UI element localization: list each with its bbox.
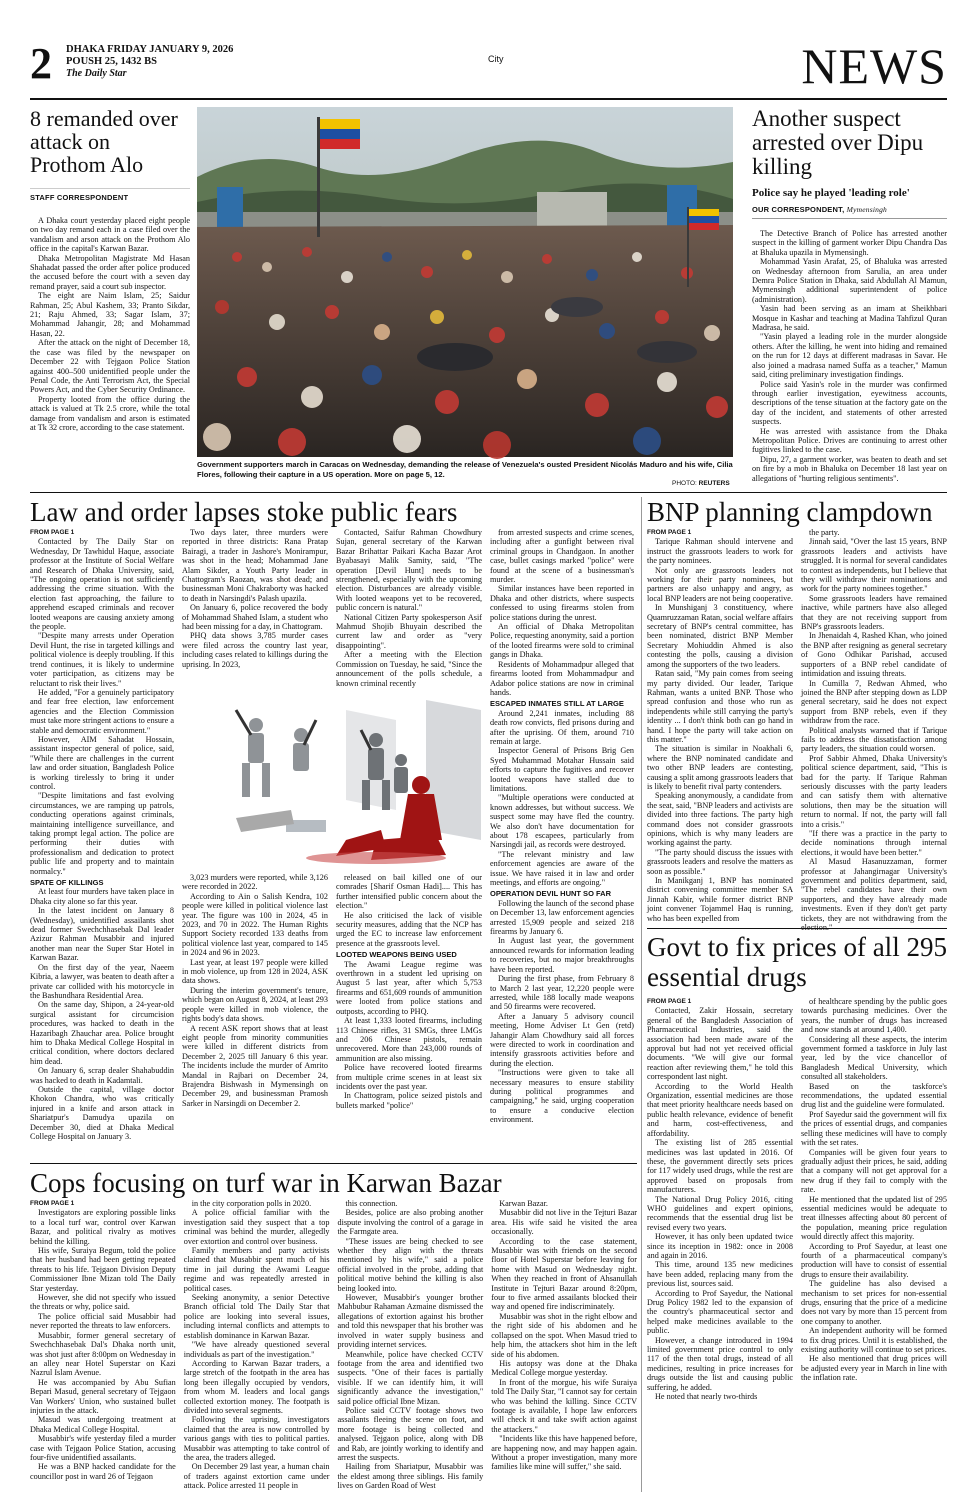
byline-location: Mymensingh [846, 205, 887, 214]
paragraph: of healthcare spending by the public goes towards purchasing medicines. Over the years, the number of drugs has increased and now stands at around 1,400. [801, 997, 947, 1035]
byline-name: OUR CORRESPONDENT, [752, 205, 845, 214]
credit-label: PHOTO: [672, 480, 697, 487]
cops-col-2 [184, 1199, 330, 1490]
paragraph: released on bail killed one of our comrades [Sharif Osman Hadi].... This has further intensified public concern about the election." [336, 873, 482, 911]
paragraph: After a January 5 advisory council meeting, Home Adviser Lt Gen (retd) Jahangir Alam Chowdhury said all forces were directed to work in coordination and intensify grassroots activities before and during the election. [490, 1011, 634, 1068]
paragraph: 3,023 murders were reported, while 3,126 were recorded in 2022. [182, 873, 328, 892]
paragraph: PHQ data shows 3,785 murder cases were filed across the country last year, including cases related to killings during the uprising. In 2023, [182, 631, 328, 669]
paragraph: Two days later, three murders were reported in three districts: Rana Pratap Bairagi, a trader in Jashore's Monirampur, was shot in the head; Mohammad Jane Alam Sikder, a Youth Party leader in Chattogram's Raozan, was shot dead; and businessman Moni Chakraborty was hacked to death in Narsingdi's Palash upazila. [182, 528, 328, 603]
paragraph: According to Prof Sayedur, the National Drug Policy 1982 led to the expansion of the country's pharmaceutical sector and helped make medicines available to the public. [647, 1288, 793, 1336]
law-col-3-bottom [336, 873, 482, 1158]
paragraph: "Instructions were given to take all necessary measures to ensure stability during political programmes and campaigning," he said, urging cooperation to ensure a conducive election environment. [490, 1068, 634, 1125]
paragraph: this connection. [345, 1199, 398, 1208]
paragraph: Police said Yasin's role in the murder was confirmed through earlier investigation, eyewitness accounts, descriptions of the tense situation at the factory gate on the day of the incident, and statements of other arrested suspects. [752, 379, 947, 427]
paragraph: In August last year, the government announced rewards for information leading to recoveries, but no major breakthroughs have been reported. [490, 936, 634, 974]
paragraph: Property looted from the office during the attack is valued at Tk 2.5 crore, while the total damage from vandalism and arson is estimated at Tk 32 crore, according to the case statement. [30, 394, 190, 432]
paragraph: He added, "For a genuinely participatory and fear free election, law enforcement agencies and the Election Commission must take more stringent actions to ensure a stable and democratic environment." [30, 687, 174, 735]
paragraph: An independent authority will be formed to fix drug prices. Until it is established, the existing authority will continue to set prices. [801, 1326, 947, 1355]
byline [752, 205, 947, 219]
paragraph: He was arrested with assistance from the Dhaka Metropolitan Police. Drives are continuing to arrest other fugitives linked to the case. [752, 426, 947, 455]
paragraph: Around 2,241 inmates, including 88 death row convicts, fled prisons during and after the uprising. Of them, around 710 remain at large. [490, 708, 634, 746]
paragraph: Musabbir was shot in the right elbow and the right side of his abdomen and he collapsed on the spot. When Masud tried to help him, the attackers shot him in the left side of his abdomen. [491, 1311, 637, 1359]
paragraph: At least four murders have taken place in Dhaka city alone so far this year. [30, 887, 174, 906]
paragraph: Musabbir's wife yesterday filed a murder case with Tejgaon Police Station, accusing four-five unidentified assailants. [30, 1434, 176, 1462]
paragraph: The existing list of 285 essential medicines was last updated in 2016. Of these, the government directly sets prices for 117 widely used drugs, while the rest are approved based on proposals from manufacturers. [647, 1138, 793, 1195]
cops-col-1 [30, 1199, 176, 1490]
photo-caption: Government supporters march in Caracas on Wednesday, demanding the release of Venezuela's ousted President Nicolás Maduro and his wife, Cilia Flores, following their capture in a US operation. More on page 5, 12. [197, 460, 733, 479]
col-paragraphs [30, 1208, 176, 1481]
paragraph: Masud was undergoing treatment at Dhaka Medical College Hospital. [30, 1415, 176, 1434]
paragraph: During the interim government's tenure, which began on August 8, 2024, at least 293 people were killed in mob violence, the rights body's data shows. [182, 985, 328, 1024]
paragraph: "Multiple operations were conducted at known addresses, but without success. We suspect some may have fled the country. We also don't have documentation for about 178 escapees, particularly from Narsingdi jail, as records were destroyed. [490, 793, 634, 850]
paragraph: His wife, Suraiya Begum, told the police that her husband had been getting repeated threats to his life. Tejgaon Division Deputy Commissioner Ibne Mizan told The Daily Star yesterday. [30, 1246, 176, 1293]
paragraph: Not only are grassroots leaders not working for their party nominees, but partners are also unhappy and angry, as local BNP leaders are not being cooperative. [647, 565, 793, 603]
from-page: FROM PAGE 1 [647, 529, 692, 536]
paragraph: He also mentioned that drug prices will be adjusted every year in March in line with the inflation rate. [801, 1354, 947, 1383]
law-col-4 [490, 528, 634, 1158]
paragraph: According to Ain o Salish Kendra, 102 people were killed in political violence last year. The figure was 100 in 2024, 45 in 2023, and 70 in 2022. The Human Rights Support Society recorded 133 deaths from political violence last year, compared to 145 in 2024 and 96 in 2023. [182, 891, 328, 958]
law-col-2-top [182, 528, 328, 686]
drugs-columns [647, 997, 947, 1490]
headline: Cops focusing on turf war in Karwan Bazar [30, 1168, 502, 1198]
paragraph: In Chattogram, police seized pistols and bullets marked "police" [336, 1091, 482, 1110]
credit-source: REUTERS [698, 480, 730, 487]
paragraph: from arrested suspects and crime scenes, including after a gunfight between rival criminal groups in Chandgaon. In another case, bullet casings marked "police" were found at the scene of a businessman's murder. [490, 528, 634, 585]
paragraph: Police have recovered looted firearms from multiple crime scenes in at least six incidents over the past year. [336, 1063, 482, 1091]
paragraph: Hailing from Shariatpur, Musabbir was the eldest among three siblings. His family lives on Garden Road of West [337, 1462, 484, 1491]
story-essential-drugs [647, 932, 947, 992]
paragraph: Contacted, Zakir Hossain, secretary general of the Bangladesh Association of Pharmaceutical Industries, said the association had been made aware of the approval but had not yet received official documents. "We will give our formal reaction after reviewing them," he told this correspondent last night. [647, 1006, 793, 1082]
paragraph: Some grassroots leaders have remained inactive, while partners have also alleged that they are not receiving support from BNP's grassroots leaders. [801, 593, 947, 632]
paragraph: Last year, at least 197 people were killed in mob violence, up from 128 in 2024, ASK data shows. [182, 957, 328, 986]
paragraph: Jinnah said, "Over the last 15 years, BNP grassroots leaders and activists have struggled. It is normal for several candidates to contest as independents, but I believe that they will withdraw their nominations and work for the party nominees together." [801, 537, 947, 594]
paragraph: In Cumilla 7, Redwan Ahmed, who joined the BNP after stepping down as LDP general secretary, said he does not expect support from BNP rebels, even if they withdraw from the race. [801, 678, 947, 726]
paragraph: Prof Sayedur said the government will fix the prices of essential drugs, and companies selling these medicines will have to comply with the set rates. [801, 1109, 947, 1148]
paragraph: Besides, police are also probing another dispute involving the control of a garage in the Farmgate area. [337, 1208, 484, 1237]
paragraph: "The party should discuss the issues with grassroots leaders and resolve the matters as soon as possible." [647, 847, 793, 876]
from-page: FROM PAGE 1 [30, 1200, 75, 1207]
paragraph: Dhaka Metropolitan Magistrate Md Hasan Shahadat passed the order after police produced the accused before the court with a seven day remand prayer, said a court sub inspector. [30, 253, 190, 291]
subheading: SPATE OF KILLINGS [30, 878, 104, 888]
violence-illustration-image [196, 690, 488, 870]
paragraph: In Jhenaidah 4, Rashed Khan, who joined the BNP after resigning as general secretary of Gono Odhikar Parishad, accused supporters of a BNP rebel candidate of intimidation and issuing threats. [801, 631, 947, 679]
subheading: OPERATION DEVIL HUNT SO FAR [490, 889, 611, 899]
paragraph: Ratan said, "My pain comes from seeing my party divided. Our leader, Tarique Rahman, wants a united BNP. Those who spread confusion and those who run as independents while still carrying the party's identity ... I don't think both can go hand in hand. I hope the party will take action on this matter." [647, 669, 793, 744]
law-col-2-bottom [182, 873, 328, 1158]
paragraph: Meanwhile, police have checked CCTV footage from the area and identified two suspects. "One of their faces is partially visible. If we can identify him, it will significantly advance the investigation," said police official Ibne Mizan. [337, 1349, 484, 1406]
photo-credit [672, 480, 730, 487]
paragraph: The police official said Musabbir had never reported the threats to law enforcers. [30, 1311, 176, 1331]
paragraph: Seeking anonymity, a senior Detective Branch official told The Daily Star that police are looking into several issues, including internal conflicts and attempts to establish dominance in Karwan Bazar. [183, 1293, 330, 1340]
paragraph: The National Drug Policy 2016, citing WHO guidelines and expert opinions, recommends that the essential drug list be revised every two years. [647, 1194, 793, 1232]
violence-illustration [196, 690, 488, 870]
paragraph: Yasin had been serving as an imam at Sheikhbari Mosque in Kashar and teaching at Madina Tahfizul Quran Madrasa, he said. [752, 304, 947, 333]
paragraph: This time, around 135 new medicines have been added, replacing many from the previous list, sources said. [647, 1260, 793, 1289]
paragraph: Residents of Mohammadpur alleged that firearms looted from Mohammadpur and Adabor police stations are now in criminal hands. [490, 659, 634, 697]
section-divider [30, 492, 947, 493]
paragraph: According to the World Health Organization, essential medicines are those that meet priority healthcare needs based on public health relevance, evidence of benefit and harm, cost-effectiveness, and affordability. [647, 1081, 793, 1138]
paragraph: Inspector General of Prisons Brig Gen Syed Muhammad Motahar Hussain said efforts to capture the fugitives and recover looted weapons have stalled due to limitations. [490, 746, 634, 793]
from-page: FROM PAGE 1 [30, 529, 75, 536]
headline: BNP planning clampdown [647, 497, 933, 527]
paragraph: Following the launch of the second phase on December 13, law enforcement agencies arrested 15,909 people and seized 218 firearms by January 6. [490, 898, 634, 937]
col-paragraphs [30, 537, 174, 1141]
story-law-and-order [30, 497, 637, 527]
paragraph: According to the case statement, Musabbir was with friends on the second floor of Hotel Superstar before leaving for home with Masud on Wednesday night. When they reached in front of Ahsanullah Institute in Tejturi Bazar around 8:20pm, four to five armed assailants blocked their way and opened fire indiscriminately. [491, 1236, 637, 1312]
cops-col-3 [338, 1199, 484, 1490]
paragraph: Mohammad Yasin Arafat, 25, of Bhaluka was arrested on Wednesday afternoon from Sarulia, an area under Demra Police Station in Dhaka, said Abdullah Al Mamun, Mymensingh additional superintendent of police (administration). [752, 257, 947, 304]
paragraph: in the city corporation polls in 2020. [191, 1199, 312, 1208]
page-number: 2 [30, 39, 52, 88]
paragraph: The Awami League regime was overthrown in a student led uprising on August 5 last year, after which 5,753 firearms and 651,609 rounds of ammunition were looted from police stations and outposts, according to PHQ. [336, 959, 482, 1016]
law-col-1 [30, 528, 174, 1158]
paragraph: Al Masud Hasanuzzaman, former professor at Jahangirnagar University's government and politics department, said, "The rebel candidates have their own supporters, and they have already made investments. Even if they don't get party tickets, they are not withdrawing from the [801, 857, 947, 923]
paragraph: According to Prof Sayedur, at least one fourth of a pharmaceutical company's production will have to consist of essential drugs to ensure their availability. [801, 1241, 947, 1279]
paragraph: "If there was a practice in the party to decide nominations through internal elections, it would have been better." [801, 829, 947, 857]
paragraph: "The relevant ministry and law enforcement agencies are aware of the issue. We have raised it in law and order meetings, and efforts are ongoing." [490, 849, 634, 888]
paragraph: Karwan Bazar. [499, 1199, 548, 1208]
cops-col-4 [491, 1199, 637, 1490]
paragraph: After the attack on the night of December 18, the case was filed by the newspaper on December 22 with Tejgaon Police Station against 400–500 unidentified people under the Penal Code, the Anti Terrorism Act, the Special Powers Act, and the Cyber Security Ordinance. [30, 338, 190, 395]
paragraph: During the first phase, from February 8 to March 2 last year, 12,220 people were arrested, while 188 locally made weapons and 50 firearms were recovered. [490, 974, 634, 1012]
section-divider [647, 928, 947, 929]
paragraph: On January 6, police recovered the body of Mohammad Shahed Islam, a student who had been missing for a day, in Chattogram. [182, 603, 328, 632]
headline: Govt to fix prices of all 295 essential drugs [647, 932, 947, 992]
paragraph: Investigators are exploring possible links to a local turf war, control over Karwan Bazar, and political rivalry as motives behind the killing. [30, 1208, 176, 1246]
cops-columns [30, 1199, 637, 1490]
paragraph: Following the uprising, investigators claimed that the area is now controlled by various gangs with ties to political parties. Musabbir was attempting to take control of the area, the traders alleged. [183, 1415, 330, 1462]
paragraph: On the same day, Shipon, a 24-year-old surgical assistant for circumcision procedures, was hacked to death in the Hazaribagh Zhauchar area. Police brought him to Dhaka Medical College Hospital in critical condition, where doctors declared him dead. [30, 1000, 174, 1066]
bnp-columns [647, 528, 947, 925]
paragraph: His autopsy was done at the Dhaka Medical College morgue yesterday. [491, 1358, 637, 1378]
paragraph: He noted that nearly two-thirds [655, 1392, 758, 1402]
story-body [752, 229, 947, 483]
paragraph: At least 1,333 looted firearms, including 113 Chinese rifles, 31 SMGs, three LMGs and 206 Chinese pistols, remain unrecovered. More than 243,000 rounds of ammunition are also missing. [336, 1016, 482, 1063]
crowd-photo [197, 107, 733, 457]
paragraph: Prof Sabbir Ahmed, Dhaka University's political science department, said, "This is bad for the party. If Tarique Rahman seriously discusses with the party leaders and can satisfy them with alternative solutions, then may be the situation will return to normal. If not, the party will fall into a crisis." [801, 753, 947, 829]
paragraph: He also criticised the lack of visible security measures, adding that the NCP has urged the EC to increase law enforcement presence at the grassroots level. [336, 910, 482, 948]
story-dipu-killing [752, 107, 947, 483]
paragraph: A police official familiar with the investigation said they suspect that a top criminal was behind the murder, allegedly over extortion and control over business. [183, 1208, 330, 1246]
paragraph: The situation is similar in Noakhali 6, where the BNP nominated candidate and two other BNP leaders are contesting, causing a split among grassroots leaders that is likely to benefit rival party contenders. [647, 744, 793, 791]
paragraph: National Citizen Party spokesperson Asif Mahmud Shojib Bhuyain described the current law and order as "very disappointing". [336, 612, 482, 650]
bangla-date: POUSH 25, 1432 BS [66, 56, 158, 67]
paragraph: "Yasin played a leading role in the murder alongside others. After the killing, he went into hiding and remained on the run for 12 days at different madrasas in Savar. He also joined a madrasa named Suffa as a teacher," Mamun said, citing preliminary investigation findings. [752, 332, 947, 380]
paragraph: "Incidents like this have happened before, are happening now, and may happen again. Without a proper investigation, many more families like mine will suffer," she said. [491, 1434, 637, 1472]
paragraph: "Despite many arrests under Operation Devil Hunt, the rise in targeted killings and political violence is deeply troubling. If this trend continues, it is likely to undermine voter participation, as citizens may be reluctant to risk their lives." [30, 631, 174, 688]
paragraph: In front of the morgue, his wife Suraiya told The Daily Star, "I cannot say for certain who was behind the killing. Since CCTV footage is available, I hope law enforcers will check it and take swift action against the attackers." [491, 1377, 637, 1434]
byline: STAFF CORRESPONDENT [30, 188, 190, 202]
section-title: NEWS [801, 38, 947, 94]
law-middle-top [182, 528, 482, 686]
paragraph: Speaking anonymously, a candidate from the seat, said, "BNP leaders and activists are divided into three factions. The party high command does not consider grassroots opinions, which is why many leaders are working against the party. [647, 791, 793, 848]
story-karwan-bazar [30, 1168, 637, 1198]
paragraph: He was accompanied by Abu Sufian Bepari Masud, general secretary of Tejgaon Van Workers' Union, who sustained bullet injuries in the attack. [30, 1377, 176, 1415]
story-body [30, 216, 190, 432]
from-page: FROM PAGE 1 [647, 998, 692, 1005]
paragraph: In Manikganj 1, BNP has nominated district convening committee member SA Jinnah Kabir, while former district BNP joint convener Tojammel Haq is running, who has been expelled from [647, 876, 793, 923]
section-label: City [488, 54, 504, 64]
col-paragraphs [647, 537, 793, 923]
col-paragraphs [647, 1006, 793, 1401]
crowd-photo-image [197, 107, 733, 457]
paragraph: the party. [809, 528, 840, 537]
paragraph: Based on the taskforce's recommendations, the updated essential drug list and the guideline were formulated. [801, 1081, 947, 1110]
brand-logo-text: The Daily Star [66, 68, 127, 79]
paragraph: "We have already questioned several individuals as part of the investigation." [183, 1340, 330, 1359]
drugs-col-1 [647, 997, 793, 1490]
bnp-col-1 [647, 528, 793, 925]
paragraph: After a meeting with the Election Commission on Tuesday, he said, "Since the announcement of the polls schedule, a known criminal recently [336, 650, 482, 688]
section-divider [30, 1163, 637, 1164]
paragraph: A Dhaka court yesterday placed eight people on two day remand each in a case filed over the vandalism and arson attack on the Prothom Alo office in the capital's Karwan Bazar. [30, 216, 190, 254]
paragraph: Musabbir, former general secretary of Swechchhasebak Dal's Dhaka north unit, was shot just after 8:00pm on Wednesday in an alley near Hotel Superstar on Kazi Nazrul Islam Avenue. [30, 1330, 176, 1378]
paragraph: Contacted by The Daily Star on Wednesday, Dr Tawhidul Haque, associate professor at the Institute of Social Welfare and Research of Dhaka University, said, "The ongoing operation is not sufficiently addressing the crime situation. With the election fast approaching, the failure to apprehend escaped criminals and recover looted weapons are causing anxiety among the people. [30, 537, 174, 632]
headline: 8 remanded over attack on Prothom Alo [30, 106, 178, 177]
paragraph: However, Musabbir's younger brother Mahbubur Rahaman Azmaine dismissed the allegations of extortion against his brother and told this newspaper that his brother was involved in water supply business and providing internet services. [337, 1293, 484, 1350]
date-block [66, 44, 233, 80]
paragraph: However, it has only been updated twice since its inception in 1982: once in 2008 and again in 2016. [647, 1232, 793, 1260]
paragraph: Considering all these aspects, the interim government formed a taskforce in July last year, led by the vice chancellor of Bangladesh Medical University, which consulted all stakeholders. [801, 1034, 947, 1082]
paragraph: According to Karwan Bazar traders, a large stretch of the footpath in the area has long been illegally occupied by vendors, from whom M. leaders and local gangs collected extortion money. The footpath is divided into several segments. [183, 1358, 330, 1415]
paragraph: Outside the capital, village doctor Khokon Chandra, who was critically injured in a knife and arson attack in Shariatpur's Damudya upazila on December 30, died at Dhaka Medical College Hospital on January 3. [30, 1084, 174, 1141]
deck: Police say he played 'leading role' [752, 187, 910, 199]
story-bnp-clampdown [647, 497, 947, 527]
paragraph: The guideline has also devised a mechanism to set prices for non-essential drugs, ensuring that the price of a medicine does not vary by more than 15 percent from one company to another. [801, 1279, 947, 1326]
paragraph: Musabbir did not live in the Tejturi Bazar area. His wife said he visited the area occasionally. [491, 1208, 637, 1237]
paragraph: Similar instances have been reported in Dhaka and other districts, where suspects confessed to using firearms stolen from police stations during the unrest. [490, 584, 634, 622]
paragraph: He mentioned that the updated list of 295 essential medicines would be adequate to treat illnesses affecting about 80 percent of the population, meaning price regulation would directly affect this majority. [801, 1194, 947, 1242]
story-prothom-alo [30, 107, 190, 432]
paragraph: "These issues are being checked to see whether they align with the threats mentioned by his wife," said a police official involved in the probe, adding that political motive behind the killing is also being looked into. [337, 1236, 484, 1293]
paragraph: "Despite limitations and fast evolving circumstances, we are ramping up patrols, conducting operations against criminals, maintaining intelligence surveillance, and taking prompt legal action. The police are performing their duties with professionalism and dedication to protect public life and property and to maintain normalcy." [30, 791, 174, 876]
paragraph: He was a BNP hacked candidate for the councillor post in ward 26 of Tejgaon [30, 1462, 176, 1481]
masthead [30, 40, 947, 100]
law-middle-bottom [182, 873, 482, 1158]
bnp-col-2 [801, 528, 947, 925]
paragraph: Dipu, 27, a garment worker, was beaten to death and set on fire by a mob in Bhaluka on December 18 last year on allegations of "hurting religious sentiments". [752, 454, 947, 483]
subheading: LOOTED WEAPONS BEING USED [336, 950, 457, 960]
paragraph: In Munshiganj 3 constituency, where Quamruzzaman Ratan, social welfare affairs secretary of BNP's central committee, has been nominated, district BNP Member Secretary Mohiuddin Ahmed is also contesting the polls, causing a division among the supporters of the two leaders. [647, 603, 793, 669]
paragraph: Contacted, Saifur Rahman Chowdhury Sujan, general secretary of the Karwan Bazar Brihattar Paikari Kacha Bazar Arot Byabasayi Malik Samity, said, "The operation [Devil Hunt] needs to be strengthened, especially with the upcoming election. Disturbances are already visible. With looted weapons yet to be recovered, public concern is natural." [336, 528, 482, 613]
paragraph: A recent ASK report shows that at least eight people from minority communities were killed in different districts from December 2, 2025 till January 6 this year. The incidents include the murder of Amrito Mandal in Rajbari on December 24, Brajendra Bishwash in Mymensingh on December 29, and businessman Pramosh Sarker in Narsingdi on December 2. [182, 1023, 328, 1108]
drugs-col-2 [801, 997, 947, 1490]
paragraph: Family members and party activists claimed that Musabbir spent much of his time in jail during the Awami League regime and was repeatedly arrested in political cases. [183, 1246, 330, 1293]
paragraph: An official of Dhaka Metropolitan Police, requesting anonymity, said a portion of the looted firearms were sold to criminal gangs in Dhaka. [490, 622, 634, 660]
paragraph: On the first day of the year, Naeem Kibria, a lawyer, was beaten to death after a private car collided with his motorcycle in the Bashundhara Residential Area. [30, 962, 174, 1000]
paragraph: Companies will be given four years to gradually adjust their prices, he said, adding that a company will not get approval for a new drug if they fail to comply with the rate. [801, 1147, 947, 1195]
headline: Another suspect arrested over Dipu killing [752, 106, 924, 179]
law-col-3-top [336, 528, 482, 686]
paragraph: The eight are Naim Islam, 25; Saidur Rahman, 25; Abul Kashem, 33; Pranto Sikdar, 21; Raju Ahmed, 33; Sagar Islam, 37; Mohammad Jahangir, 28; and Mohammad Hasan, 22. [30, 291, 190, 338]
paragraph: On December 29 last year, a human chain of traders against extortion came under attack. Police arrested 11 people in [183, 1462, 330, 1491]
paragraph: In the latest incident on January 8 (Wednesday), unidentified assailants shot dead former Swechchhasebak Dal leader Azizur Rahman Musabbir and injured another man near the Super Star Hotel in Karwan Bazar. [30, 906, 174, 963]
date-line: DHAKA FRIDAY JANUARY 9, 2026 [66, 44, 234, 55]
paragraph: However, AIM Sahadat Hossain, assistant inspector general of police, said, "While there are challenges in the current law and order situation, Bangladesh Police is working tirelessly to bring it under control. [30, 734, 174, 791]
headline: Law and order lapses stoke public fears [30, 497, 458, 527]
column-divider [641, 497, 642, 1492]
paragraph: However, a change introduced in 1994 limited government price control to only 117 of the then total drugs, instead of all medicines, resulting in price increases for drugs outside the list and causing public suffering, he added. [647, 1335, 793, 1392]
paragraph: The Detective Branch of Police has arrested another suspect in the killing of garment worker Dipu Chandra Das at Bhaluka upazila in Mymensingh. [752, 229, 947, 257]
paragraph: However, she did not specify who issued the threats or why, police said. [30, 1293, 176, 1312]
subheading: ESCAPED INMATES STILL AT LARGE [490, 699, 624, 709]
paragraph: On January 6, scrap dealer Shahabuddin was hacked to death in Kadamtali. [30, 1066, 174, 1085]
paragraph: Tarique Rahman should intervene and instruct the grassroots leaders to work for the party nominees. [647, 537, 793, 566]
paragraph: Police said CCTV footage shows two assailants fleeing the scene on foot, and more footage is being collected and analysed. Tejgaon police, along with DB and Rab, are jointly working to identify and arrest the suspects. [337, 1405, 484, 1462]
paragraph: Political analysts warned that if Tarique fails to address the dissatisfaction among party leaders, the situation could worsen. [801, 725, 947, 754]
